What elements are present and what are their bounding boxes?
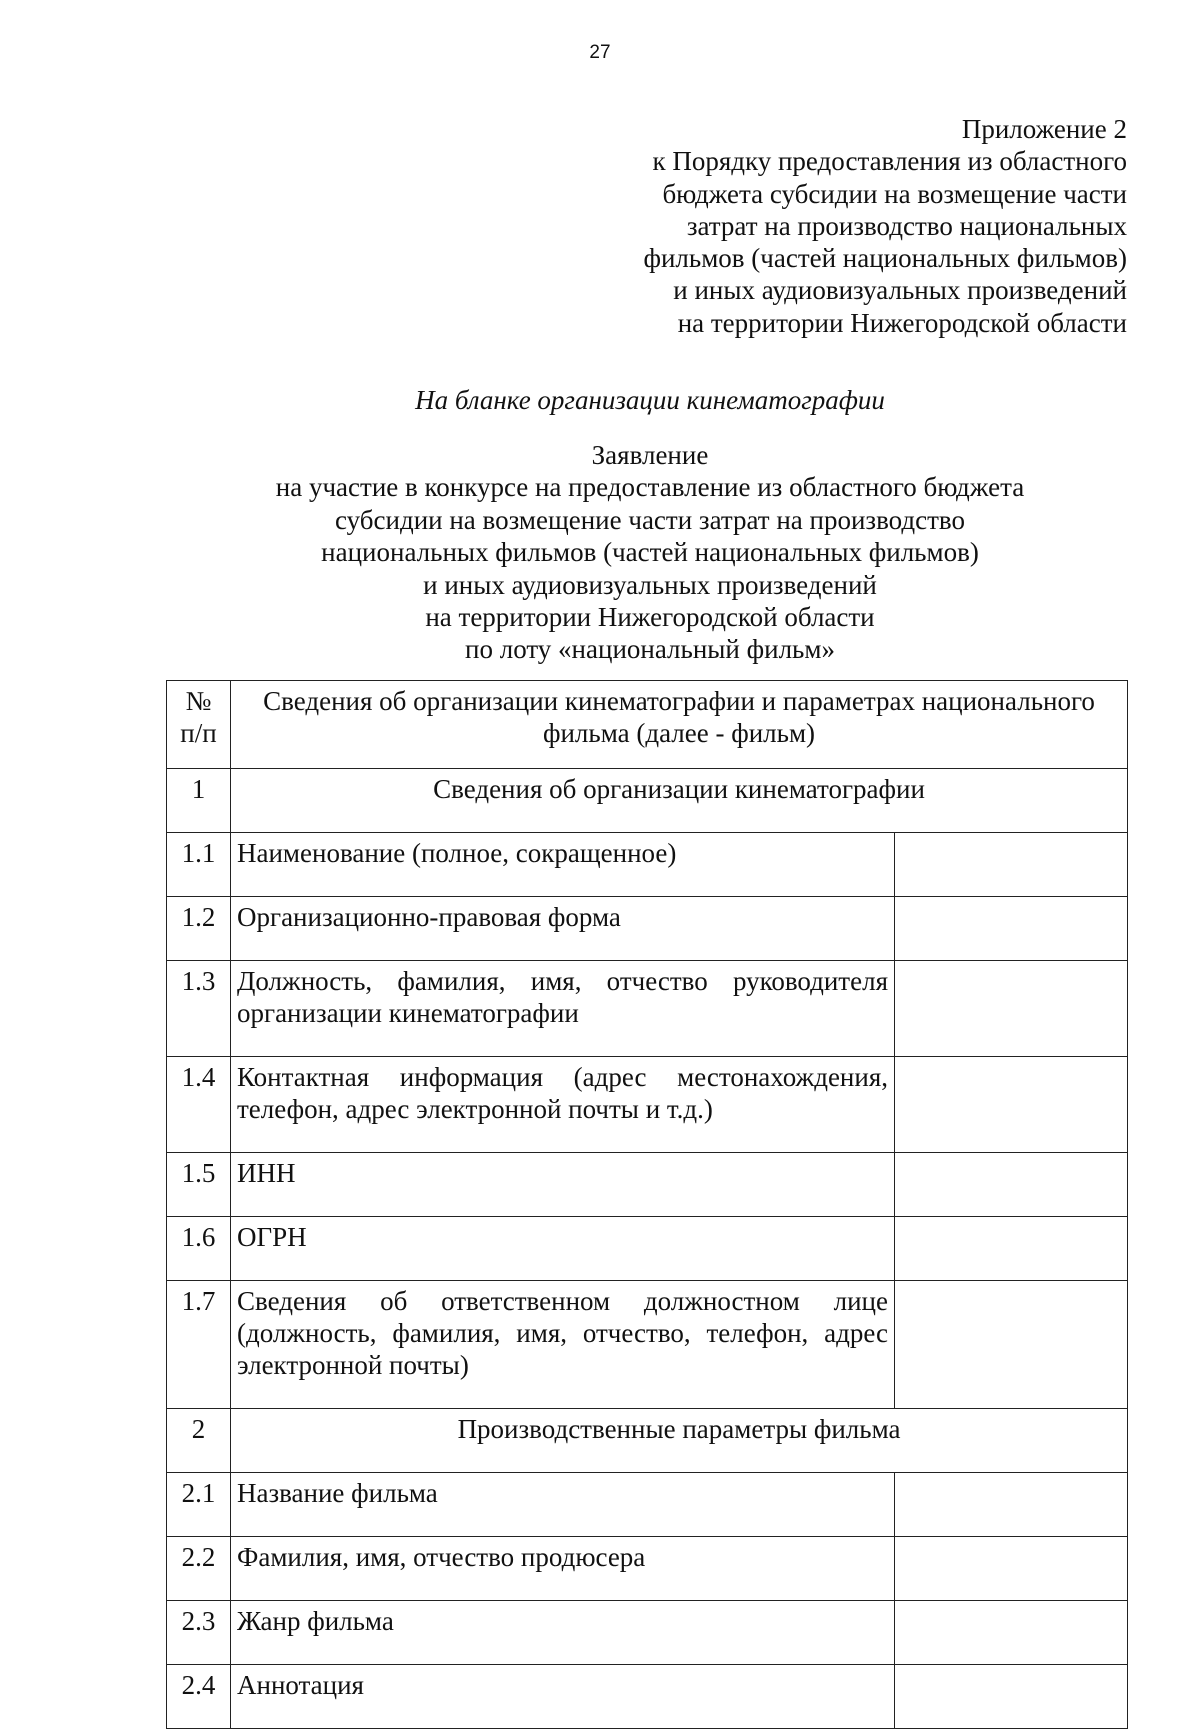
table-row (167, 1281, 1128, 1409)
section-title: Производственные параметры фильма (231, 1409, 1128, 1473)
application-form-table (166, 680, 1128, 1729)
blank-note: На бланке организации кинематографии (415, 385, 885, 415)
row-label: Фамилия, имя, отчество продюсера (231, 1537, 895, 1601)
table-row (167, 833, 1128, 897)
appendix-line: фильмов (частей национальных фильмов) (643, 243, 1127, 274)
section-row-2 (167, 1409, 1128, 1473)
value-cell-responsible-person[interactable] (895, 1281, 1128, 1409)
header-text: Сведения об организации кинематографии и параметрах национального фильма (далее - фильм) (231, 681, 1128, 769)
row-num: 1.5 (167, 1153, 231, 1217)
row-num: 1.7 (167, 1281, 231, 1409)
row-label: Наименование (полное, сокращенное) (231, 833, 895, 897)
value-cell-contacts[interactable] (895, 1057, 1128, 1153)
statement-line: по лоту «национальный фильм» (465, 634, 835, 665)
table-header-row (167, 681, 1128, 769)
table-row (167, 1153, 1128, 1217)
appendix-line: к Порядку предоставления из областного (652, 146, 1127, 177)
value-cell-director[interactable] (895, 961, 1128, 1057)
row-num: 1.4 (167, 1057, 231, 1153)
row-num: 2.4 (167, 1665, 231, 1729)
table-row (167, 897, 1128, 961)
value-cell-ogrn[interactable] (895, 1217, 1128, 1281)
row-label: Должность, фамилия, имя, отчество руководителя организации кинематографии (231, 961, 895, 1057)
table-row (167, 1217, 1128, 1281)
value-cell-legal-form[interactable] (895, 897, 1128, 961)
row-num: 1.2 (167, 897, 231, 961)
appendix-line: затрат на производство национальных (686, 210, 1127, 241)
statement-line: на участие в конкурсе на предоставление из областного бюджета (275, 472, 1025, 503)
value-cell-genre[interactable] (895, 1601, 1128, 1665)
table-row (167, 1537, 1128, 1601)
row-label: Организационно-правовая форма (231, 897, 895, 961)
table-row (167, 1057, 1128, 1153)
statement-line: и иных аудиовизуальных произведений (423, 569, 877, 600)
value-cell-film-title[interactable] (895, 1473, 1128, 1537)
row-num: 1.6 (167, 1217, 231, 1281)
row-label: ИНН (231, 1153, 895, 1217)
appendix-line: на территории Нижегородской области (677, 307, 1127, 338)
statement-title: Заявление (591, 440, 709, 470)
row-label: Аннотация (231, 1665, 895, 1729)
section-num: 2 (167, 1409, 231, 1473)
appendix-line: бюджета субсидии на возмещение части (662, 178, 1127, 209)
appendix-line: Приложение 2 (961, 114, 1127, 144)
row-num: 1.3 (167, 961, 231, 1057)
statement-heading (0, 439, 1200, 666)
table-row (167, 1473, 1128, 1537)
header-num: № п/п (167, 681, 231, 769)
row-label: Название фильма (231, 1473, 895, 1537)
row-num: 1.1 (167, 833, 231, 897)
section-num: 1 (167, 769, 231, 833)
row-num: 2.3 (167, 1601, 231, 1665)
row-label: ОГРН (231, 1217, 895, 1281)
table-row (167, 961, 1128, 1057)
value-cell-name[interactable] (895, 833, 1128, 897)
table-row (167, 1601, 1128, 1665)
row-num: 2.1 (167, 1473, 231, 1537)
page-number: 27 (589, 42, 611, 63)
appendix-line: и иных аудиовизуальных произведений (673, 275, 1127, 306)
row-label: Жанр фильма (231, 1601, 895, 1665)
section-row-1 (167, 769, 1128, 833)
appendix-block (560, 113, 1127, 339)
section-title: Сведения об организации кинематографии (231, 769, 1128, 833)
statement-line: на территории Нижегородской области (425, 602, 875, 633)
row-label: Контактная информация (адрес местонахождения, телефон, адрес электронной почты и т.д.) (231, 1057, 895, 1153)
row-num: 2.2 (167, 1537, 231, 1601)
statement-line: национальных фильмов (частей национальных фильмов) (321, 537, 979, 568)
value-cell-inn[interactable] (895, 1153, 1128, 1217)
value-cell-producer[interactable] (895, 1537, 1128, 1601)
statement-line: субсидии на возмещение части затрат на производство (335, 504, 965, 535)
row-label: Сведения об ответственном должностном лице (должность, фамилия, имя, отчество, телефон, адрес электронной почты) (231, 1281, 895, 1409)
